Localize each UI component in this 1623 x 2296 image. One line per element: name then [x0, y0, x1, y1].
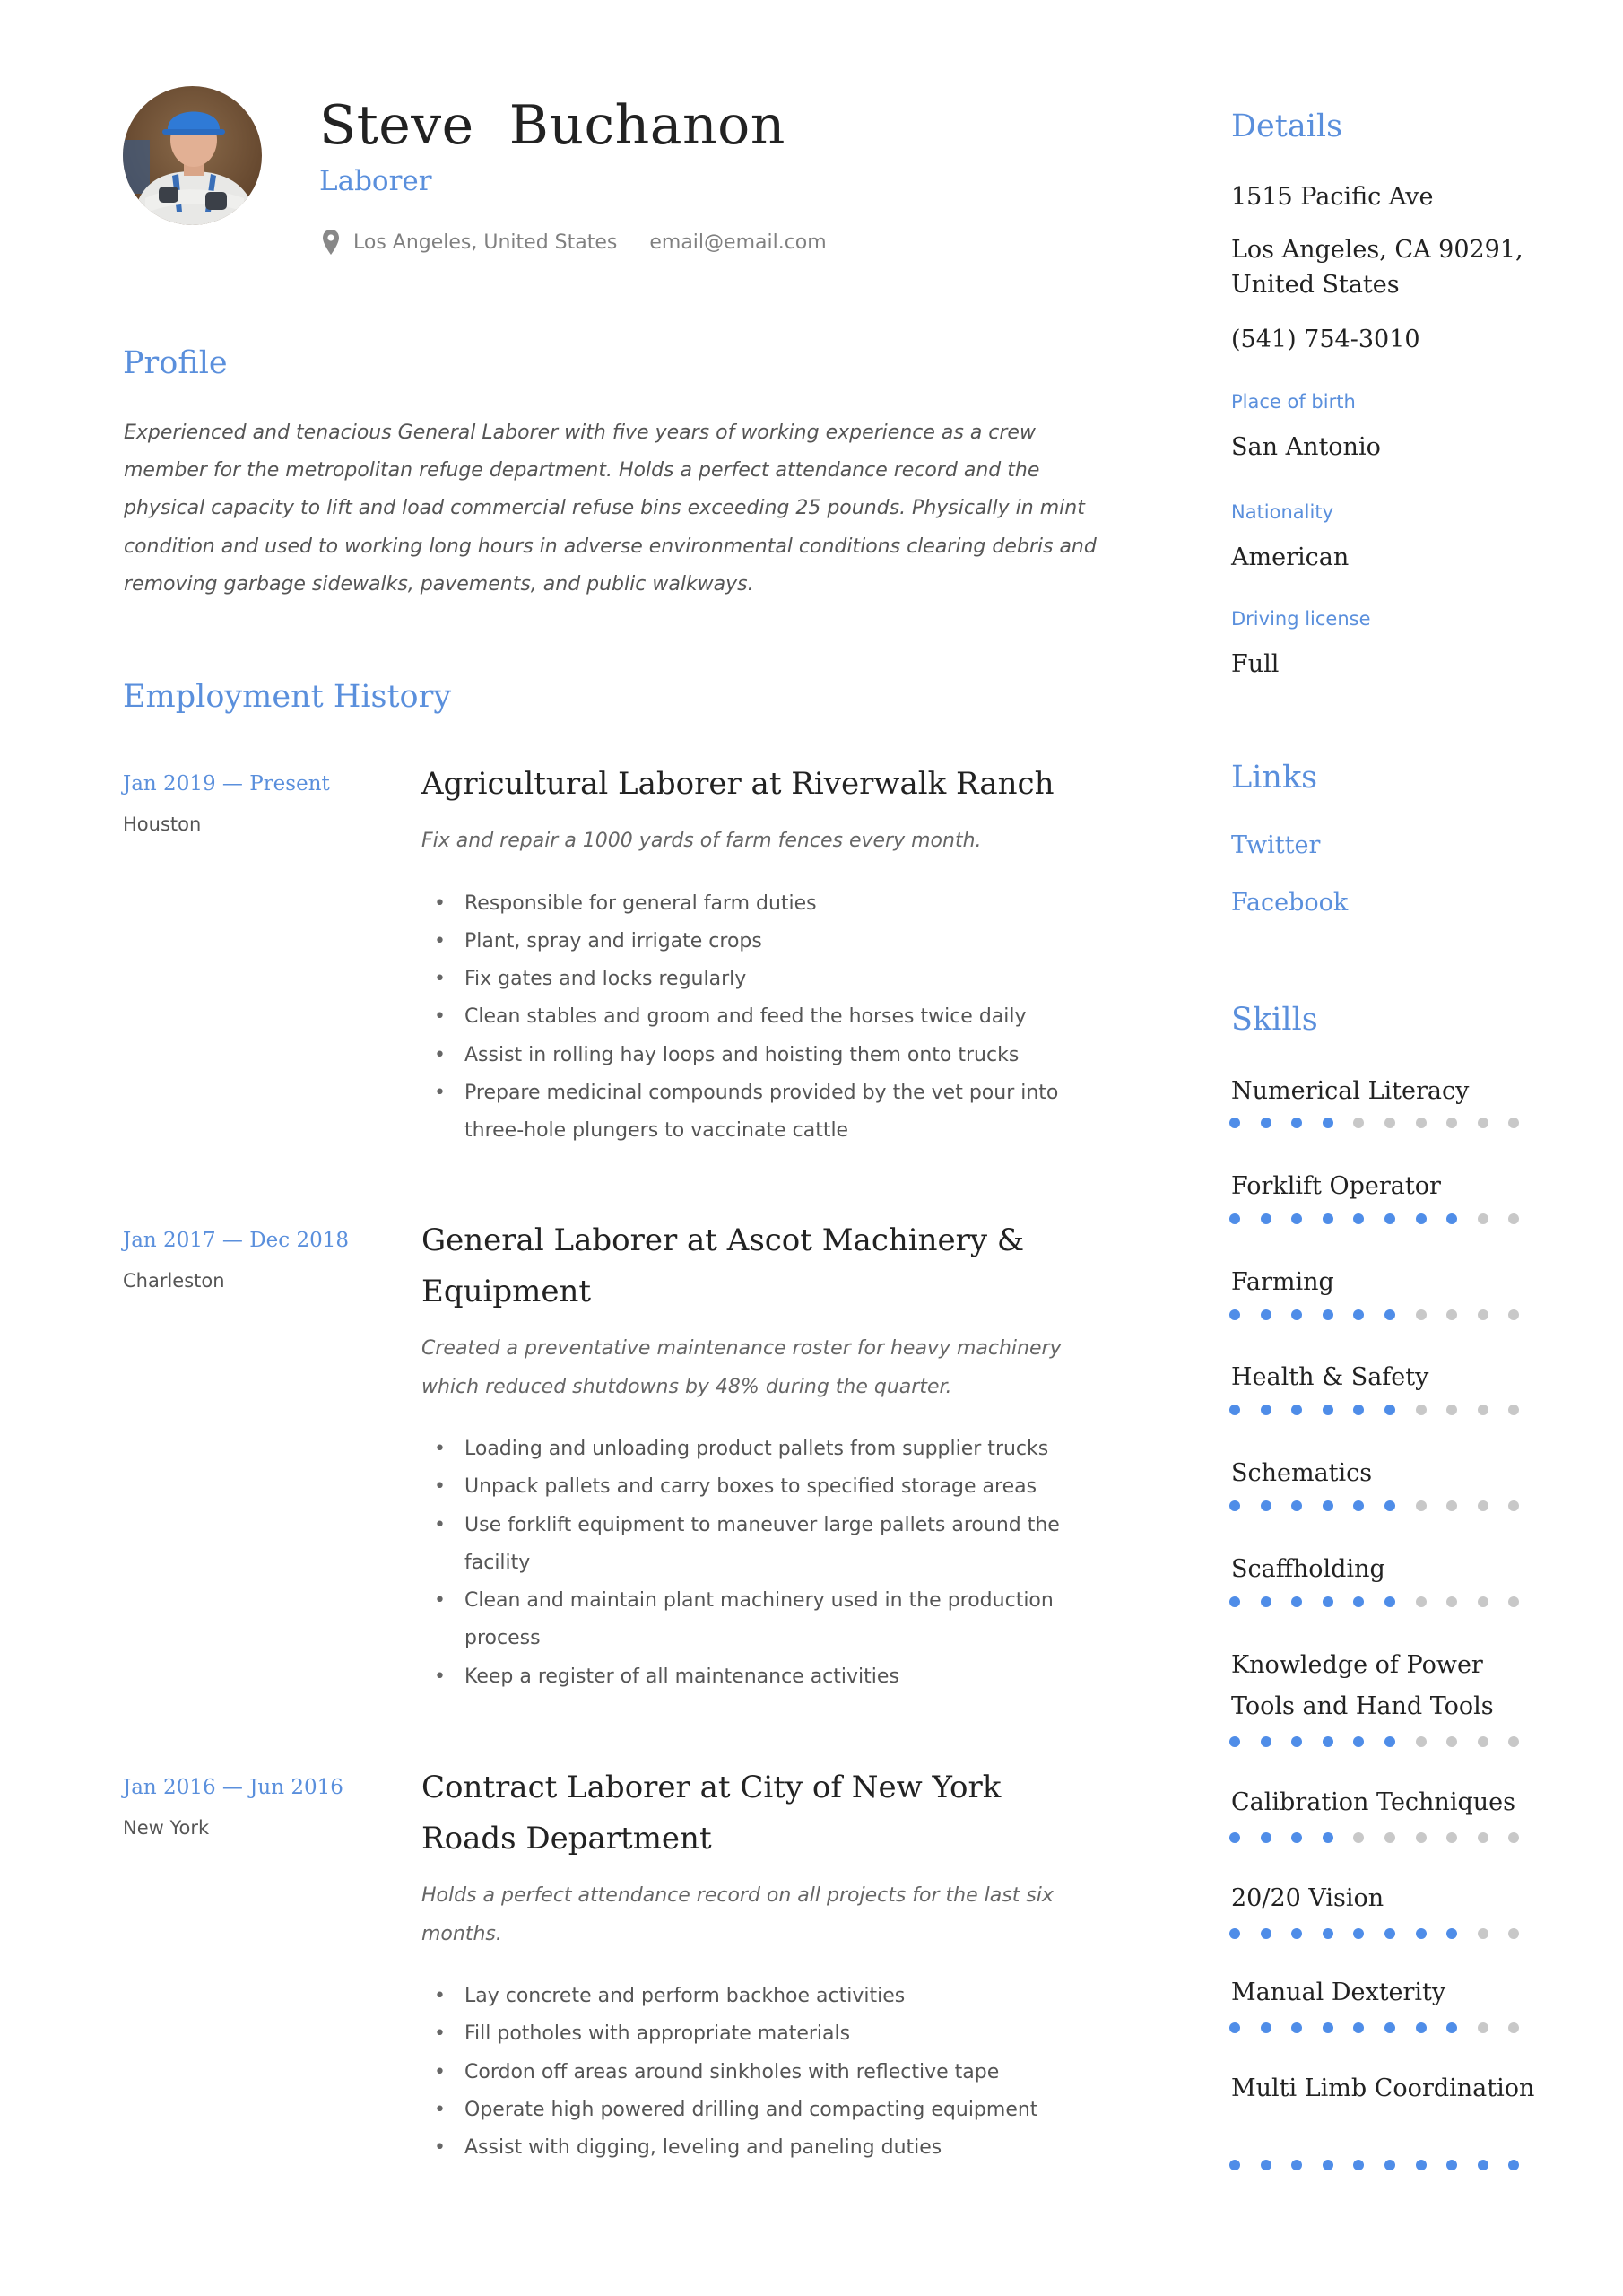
skill-dot-filled-icon: [1353, 1309, 1364, 1320]
skill-dot-empty-icon: [1416, 1309, 1427, 1320]
skill-dot-empty-icon: [1416, 1596, 1427, 1607]
skill-dot-filled-icon: [1291, 1309, 1302, 1320]
skill-name: 20/20 Vision: [1231, 1884, 1384, 1912]
skill-dot-filled-icon: [1291, 1928, 1302, 1939]
skill-dot-filled-icon: [1323, 1309, 1333, 1320]
phone-number: (541) 754-3010: [1231, 326, 1420, 353]
skill-dot-empty-icon: [1446, 1405, 1457, 1415]
place-of-birth-label: Place of birth: [1231, 391, 1356, 413]
job-bullets: [421, 1978, 1103, 2167]
skill-dot-empty-icon: [1478, 1309, 1488, 1320]
skill-dot-filled-icon: [1261, 1928, 1271, 1939]
skill-dot-filled-icon: [1446, 2160, 1457, 2170]
skill-dot-empty-icon: [1446, 1832, 1457, 1843]
skill-dot-empty-icon: [1384, 1832, 1395, 1843]
skill-dot-filled-icon: [1416, 2160, 1427, 2170]
skill-dot-filled-icon: [1229, 1736, 1240, 1747]
skill-dot-empty-icon: [1384, 1118, 1395, 1128]
skill-dot-filled-icon: [1384, 1596, 1395, 1607]
skill-dot-filled-icon: [1416, 1213, 1427, 1224]
skill-dot-filled-icon: [1261, 1309, 1271, 1320]
skill-dot-filled-icon: [1291, 1118, 1302, 1128]
skill-dot-filled-icon: [1229, 1118, 1240, 1128]
skill-dot-empty-icon: [1446, 1309, 1457, 1320]
job-bullet: • Fill potholes with appropriate materials: [421, 2015, 1103, 2053]
email-link[interactable]: email@email.com: [649, 231, 827, 254]
skill-dot-filled-icon: [1508, 2160, 1519, 2170]
job-bullet: • Clean and maintain plant machinery used in the production process: [421, 1582, 1103, 1658]
skill-dot-filled-icon: [1353, 2160, 1364, 2170]
nationality-value: American: [1231, 544, 1350, 571]
skill-dot-filled-icon: [1353, 1596, 1364, 1607]
skill-name: Knowledge of Power Tools and Hand Tools: [1231, 1651, 1494, 1720]
skill-level-meter: [1229, 1213, 1540, 1224]
skill-dot-empty-icon: [1508, 1832, 1519, 1843]
job-city: Houston: [123, 813, 202, 835]
links-heading: Links: [1231, 760, 1318, 796]
skill-dot-filled-icon: [1229, 2160, 1240, 2170]
skill-name: Multi Limb Coordination: [1231, 2074, 1535, 2102]
candidate-job-title: Laborer: [319, 165, 432, 197]
skill-level-meter: [1229, 1405, 1540, 1415]
skill-dot-filled-icon: [1229, 1309, 1240, 1320]
skill-dot-filled-icon: [1229, 1213, 1240, 1224]
skill-dot-filled-icon: [1261, 1832, 1271, 1843]
skill-level-meter: [1229, 1928, 1540, 1939]
skill-dot-empty-icon: [1478, 1928, 1488, 1939]
skill-dot-empty-icon: [1508, 1118, 1519, 1128]
skill-dot-filled-icon: [1323, 1500, 1333, 1511]
skill-dot-filled-icon: [1446, 1928, 1457, 1939]
skill-dot-empty-icon: [1508, 1500, 1519, 1511]
skill-dot-filled-icon: [1384, 1736, 1395, 1747]
skill-level-meter: [1229, 1832, 1540, 1843]
skill-dot-empty-icon: [1416, 1405, 1427, 1415]
skill-dot-filled-icon: [1229, 1500, 1240, 1511]
skill-dot-filled-icon: [1291, 1596, 1302, 1607]
job-title: General Laborer at Ascot Machinery & Equipment: [421, 1222, 1025, 1309]
skill-dot-filled-icon: [1261, 2160, 1271, 2170]
skill-dot-filled-icon: [1323, 1928, 1333, 1939]
job-summary: Holds a perfect attendance record on all projects for the last six months.: [421, 1884, 1054, 1945]
skill-dot-filled-icon: [1291, 1736, 1302, 1747]
skill-dot-filled-icon: [1323, 2022, 1333, 2033]
skill-dot-filled-icon: [1384, 1500, 1395, 1511]
skill-dot-empty-icon: [1478, 2022, 1488, 2033]
job-bullet: • Clean stables and groom and feed the horses twice daily: [421, 998, 1103, 1036]
skill-dot-empty-icon: [1353, 1832, 1364, 1843]
job-dates: Jan 2016 — Jun 2016: [123, 1776, 343, 1799]
skill-dot-empty-icon: [1446, 1596, 1457, 1607]
job-bullet: • Unpack pallets and carry boxes to specified storage areas: [421, 1468, 1103, 1506]
job-title: Agricultural Laborer at Riverwalk Ranch: [421, 766, 1055, 802]
skill-dot-empty-icon: [1478, 1832, 1488, 1843]
job-bullet: • Loading and unloading product pallets from supplier trucks: [421, 1431, 1103, 1468]
address-line-1: 1515 Pacific Ave: [1231, 183, 1434, 211]
contact-line: [321, 228, 827, 258]
nationality-label: Nationality: [1231, 501, 1334, 523]
skill-name: Schematics: [1231, 1459, 1373, 1487]
skill-dot-filled-icon: [1323, 1213, 1333, 1224]
skill-dot-filled-icon: [1261, 2022, 1271, 2033]
skill-name: Scaffholding: [1231, 1555, 1385, 1583]
job-summary: Created a preventative maintenance roster for heavy machinery which reduced shutdowns by 48% during the quarter.: [421, 1337, 1062, 1398]
skill-dot-empty-icon: [1508, 1736, 1519, 1747]
skill-dot-filled-icon: [1261, 1405, 1271, 1415]
skill-dot-filled-icon: [1261, 1596, 1271, 1607]
job-bullet: • Operate high powered drilling and compacting equipment: [421, 2092, 1103, 2129]
skill-dot-filled-icon: [1384, 2022, 1395, 2033]
skill-dot-filled-icon: [1446, 2022, 1457, 2033]
job-bullets: [421, 885, 1103, 1151]
driving-license-value: Full: [1231, 650, 1280, 678]
profile-photo: [123, 86, 262, 225]
skill-dot-filled-icon: [1416, 2022, 1427, 2033]
skill-dot-filled-icon: [1323, 1405, 1333, 1415]
skill-dot-empty-icon: [1508, 1405, 1519, 1415]
job-city: New York: [123, 1817, 210, 1839]
skill-level-meter: [1229, 2160, 1540, 2170]
skill-dot-filled-icon: [1323, 2160, 1333, 2170]
job-bullet: • Assist in rolling hay loops and hoisting them onto trucks: [421, 1037, 1103, 1074]
skill-dot-empty-icon: [1478, 1500, 1488, 1511]
skill-dot-filled-icon: [1416, 1928, 1427, 1939]
address-line-2: Los Angeles, CA 90291,: [1231, 236, 1523, 264]
skill-dot-filled-icon: [1323, 1832, 1333, 1843]
job-bullet: • Keep a register of all maintenance activities: [421, 1658, 1103, 1696]
skill-dot-empty-icon: [1508, 1309, 1519, 1320]
skill-dot-filled-icon: [1229, 1596, 1240, 1607]
skill-dot-empty-icon: [1353, 1118, 1364, 1128]
employment-history-heading: Employment History: [123, 679, 452, 715]
skill-dot-filled-icon: [1353, 1213, 1364, 1224]
job-bullet: • Lay concrete and perform backhoe activities: [421, 1978, 1103, 2015]
job-summary: Fix and repair a 1000 yards of farm fences every month.: [421, 830, 982, 852]
skill-dot-empty-icon: [1478, 1596, 1488, 1607]
skill-dot-filled-icon: [1353, 1736, 1364, 1747]
avatar: [123, 86, 262, 225]
skill-name: Manual Dexterity: [1231, 1979, 1446, 2006]
address-line-3: United States: [1231, 271, 1400, 299]
skill-dot-filled-icon: [1353, 1405, 1364, 1415]
skill-dot-filled-icon: [1261, 1500, 1271, 1511]
skill-dot-empty-icon: [1478, 1405, 1488, 1415]
skill-dot-empty-icon: [1416, 1832, 1427, 1843]
skill-dot-empty-icon: [1416, 1118, 1427, 1128]
skill-name: Forklift Operator: [1231, 1172, 1441, 1200]
skill-dot-filled-icon: [1353, 2022, 1364, 2033]
skill-dot-filled-icon: [1291, 1213, 1302, 1224]
skill-dot-filled-icon: [1291, 2022, 1302, 2033]
skill-dot-empty-icon: [1508, 1213, 1519, 1224]
skill-dot-filled-icon: [1478, 2160, 1488, 2170]
skill-name: Farming: [1231, 1268, 1334, 1296]
profile-summary: Experienced and tenacious General Laborer with five years of working experience as a crew member for the metropolitan refuge department. Holds a perfect attendance record and the physical capacity to lift and load commercial refuse bins exceeding 25 pounds. Physically in mint condition and used to working long hours in adverse environmental conditions clearing debris and removing garbage sidewalks, pavements, and public walkways.: [124, 422, 1097, 596]
skill-dot-empty-icon: [1446, 1500, 1457, 1511]
job-bullet: • Cordon off areas around sinkholes with reflective tape: [421, 2054, 1103, 2092]
skill-dot-empty-icon: [1416, 1500, 1427, 1511]
skill-dot-filled-icon: [1384, 2160, 1395, 2170]
skill-dot-filled-icon: [1291, 1405, 1302, 1415]
candidate-name: Steve Buchanon: [319, 94, 785, 157]
skill-dot-filled-icon: [1291, 2160, 1302, 2170]
job-dates: Jan 2019 — Present: [123, 772, 330, 796]
skill-name: Numerical Literacy: [1231, 1077, 1470, 1105]
skill-name: Calibration Techniques: [1231, 1788, 1515, 1816]
job-bullet: • Responsible for general farm duties: [421, 885, 1103, 923]
skill-dot-filled-icon: [1384, 1213, 1395, 1224]
details-heading: Details: [1231, 109, 1343, 144]
job-dates: Jan 2017 — Dec 2018: [123, 1229, 349, 1252]
skill-dot-filled-icon: [1384, 1309, 1395, 1320]
job-bullet: • Fix gates and locks regularly: [421, 961, 1103, 998]
skill-dot-empty-icon: [1508, 1596, 1519, 1607]
skill-dot-empty-icon: [1478, 1213, 1488, 1224]
skill-dot-filled-icon: [1384, 1405, 1395, 1415]
skill-dot-filled-icon: [1229, 1928, 1240, 1939]
skill-dot-filled-icon: [1291, 1832, 1302, 1843]
skill-dot-filled-icon: [1291, 1500, 1302, 1511]
twitter-link[interactable]: Twitter: [1231, 831, 1321, 859]
skill-dot-empty-icon: [1508, 1928, 1519, 1939]
skill-dot-empty-icon: [1446, 1736, 1457, 1747]
skill-dot-empty-icon: [1508, 2022, 1519, 2033]
job-bullet: • Plant, spray and irrigate crops: [421, 923, 1103, 961]
job-bullet: • Use forklift equipment to maneuver large pallets around the facility: [421, 1507, 1103, 1583]
skill-dot-empty-icon: [1478, 1736, 1488, 1747]
skill-dot-filled-icon: [1229, 1832, 1240, 1843]
skill-name: Health & Safety: [1231, 1363, 1429, 1391]
skill-level-meter: [1229, 1736, 1540, 1747]
skill-dot-filled-icon: [1229, 1405, 1240, 1415]
skill-level-meter: [1229, 1309, 1540, 1320]
skill-level-meter: [1229, 1500, 1540, 1511]
job-city: Charleston: [123, 1270, 225, 1292]
skill-dot-filled-icon: [1261, 1213, 1271, 1224]
skill-level-meter: [1229, 1596, 1540, 1607]
skill-dot-filled-icon: [1446, 1213, 1457, 1224]
job-bullet: • Prepare medicinal compounds provided by the vet pour into three-hole plungers to vaccinate cattle: [421, 1074, 1103, 1151]
job-title: Contract Laborer at City of New York Roads Department: [421, 1770, 1002, 1857]
skill-dot-filled-icon: [1353, 1500, 1364, 1511]
skill-dot-filled-icon: [1384, 1928, 1395, 1939]
map-pin-icon: [321, 228, 341, 258]
skill-level-meter: [1229, 1118, 1540, 1128]
job-bullets: [421, 1431, 1103, 1696]
skills-heading: Skills: [1231, 1002, 1318, 1038]
skill-level-meter: [1229, 2022, 1540, 2033]
location-text: Los Angeles, United States: [353, 231, 618, 254]
skill-dot-filled-icon: [1323, 1736, 1333, 1747]
skill-dot-filled-icon: [1353, 1928, 1364, 1939]
place-of-birth-value: San Antonio: [1231, 433, 1381, 461]
skill-dot-filled-icon: [1261, 1118, 1271, 1128]
skill-dot-empty-icon: [1478, 1118, 1488, 1128]
job-bullet: • Assist with digging, leveling and paneling duties: [421, 2129, 1103, 2167]
skill-dot-filled-icon: [1323, 1596, 1333, 1607]
skill-dot-filled-icon: [1229, 2022, 1240, 2033]
profile-heading: Profile: [123, 345, 228, 381]
skill-dot-filled-icon: [1323, 1118, 1333, 1128]
driving-license-label: Driving license: [1231, 608, 1371, 630]
skill-dot-empty-icon: [1446, 1118, 1457, 1128]
facebook-link[interactable]: Facebook: [1231, 889, 1349, 917]
skill-dot-filled-icon: [1261, 1736, 1271, 1747]
skill-dot-empty-icon: [1416, 1736, 1427, 1747]
